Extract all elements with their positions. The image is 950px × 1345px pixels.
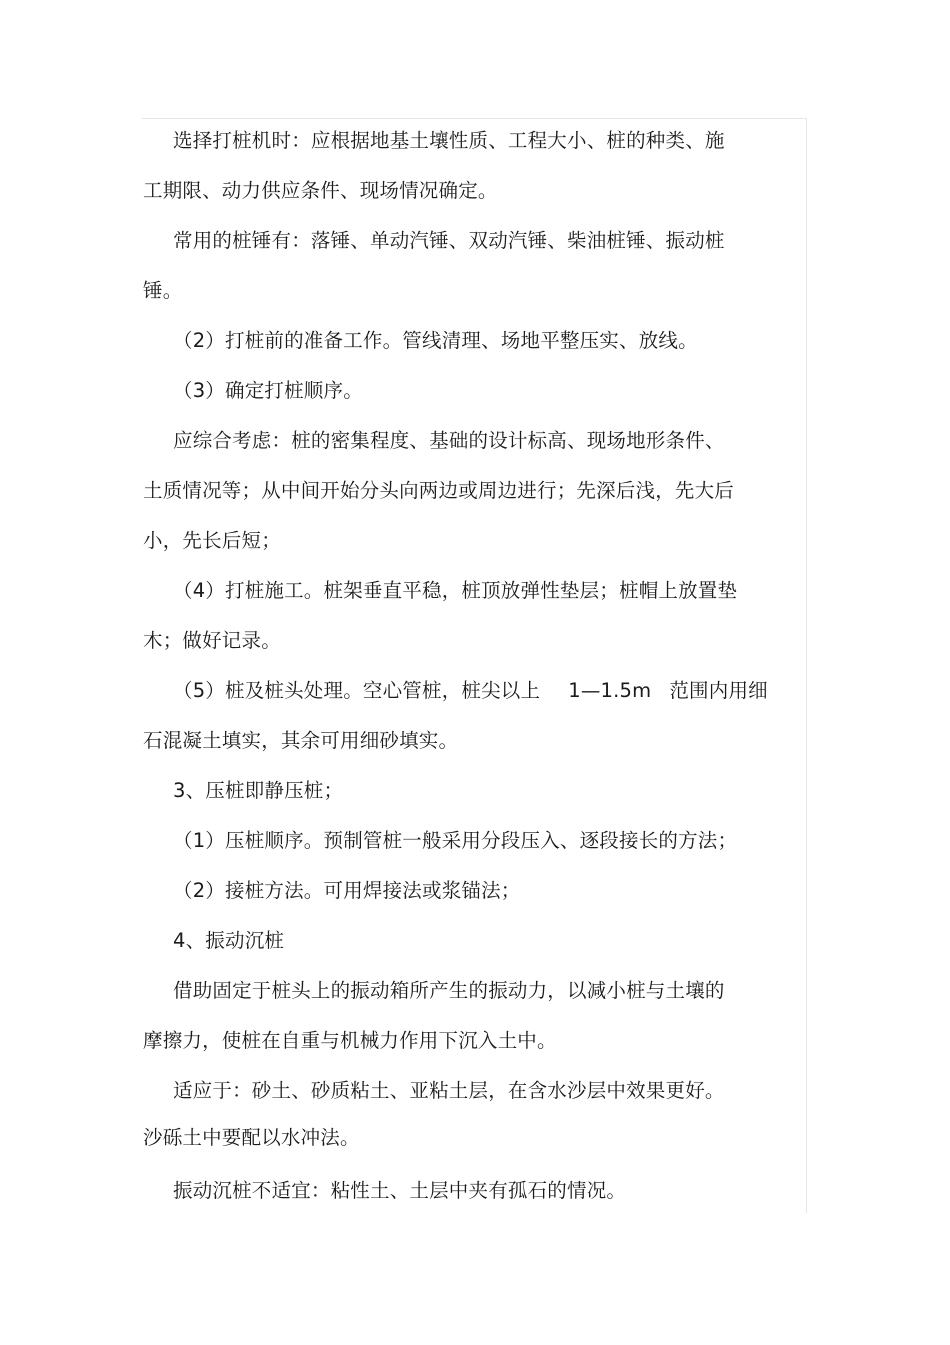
paragraph-line: 土质情况等；从中间开始分头向两边或周边进行；先深后浅，先大后 bbox=[143, 479, 735, 502]
paragraph-line: 石混凝土填实，其余可用细砂填实。 bbox=[143, 729, 459, 752]
section-heading: 4、振动沉桩 bbox=[173, 929, 285, 952]
paragraph-line: 摩擦力，使桩在自重与机械力作用下沉入土中。 bbox=[143, 1029, 557, 1052]
paragraph-line: 小，先长后短； bbox=[143, 529, 281, 552]
text-segment: 范围内用细 bbox=[669, 679, 768, 702]
paragraph-line: 木；做好记录。 bbox=[143, 629, 281, 652]
paragraph-line: （4）打桩施工。桩架垂直平稳，桩顶放弹性垫层；桩帽上放置垫 bbox=[173, 579, 738, 602]
text-segment: （5）桩及桩头处理。空心管桩，桩尖以上 bbox=[173, 679, 541, 702]
paragraph-line: 工期限、动力供应条件、现场情况确定。 bbox=[143, 179, 498, 202]
paragraph-line: 借助固定于桩头上的振动箱所产生的振动力，以减小桩与土壤的 bbox=[173, 979, 725, 1002]
section-heading: 3、压桩即静压桩； bbox=[173, 779, 344, 802]
paragraph-line: 常用的桩锤有：落锤、单动汽锤、双动汽锤、柴油桩锤、振动桩 bbox=[173, 229, 725, 252]
paragraph-line: 选择打桩机时：应根据地基土壤性质、工程大小、桩的种类、施 bbox=[173, 129, 725, 152]
paragraph-line: （3）确定打桩顺序。 bbox=[173, 379, 363, 402]
paragraph-line: （2）接桩方法。可用焊接法或浆锚法； bbox=[173, 879, 521, 902]
paragraph-line: （1）压桩顺序。预制管桩一般采用分段压入、逐段接长的方法； bbox=[173, 829, 738, 852]
paragraph-line: （2）打桩前的准备工作。管线清理、场地平整压实、放线。 bbox=[173, 329, 698, 352]
paragraph-line: 适应于：砂土、砂质粘土、亚粘土层，在含水沙层中效果更好。 bbox=[173, 1079, 725, 1102]
paragraph-line: 锤。 bbox=[143, 279, 183, 302]
measurement-value: 1—1.5m bbox=[568, 679, 652, 702]
paragraph-line: 应综合考虑：桩的密集程度、基础的设计标高、现场地形条件、 bbox=[173, 429, 725, 452]
paragraph-line: 振动沉桩不适宜：粘性土、土层中夹有孤石的情况。 bbox=[173, 1179, 627, 1202]
paragraph-line: 沙砾土中要配以水冲法。 bbox=[143, 1126, 360, 1149]
paragraph-line bbox=[173, 674, 768, 708]
